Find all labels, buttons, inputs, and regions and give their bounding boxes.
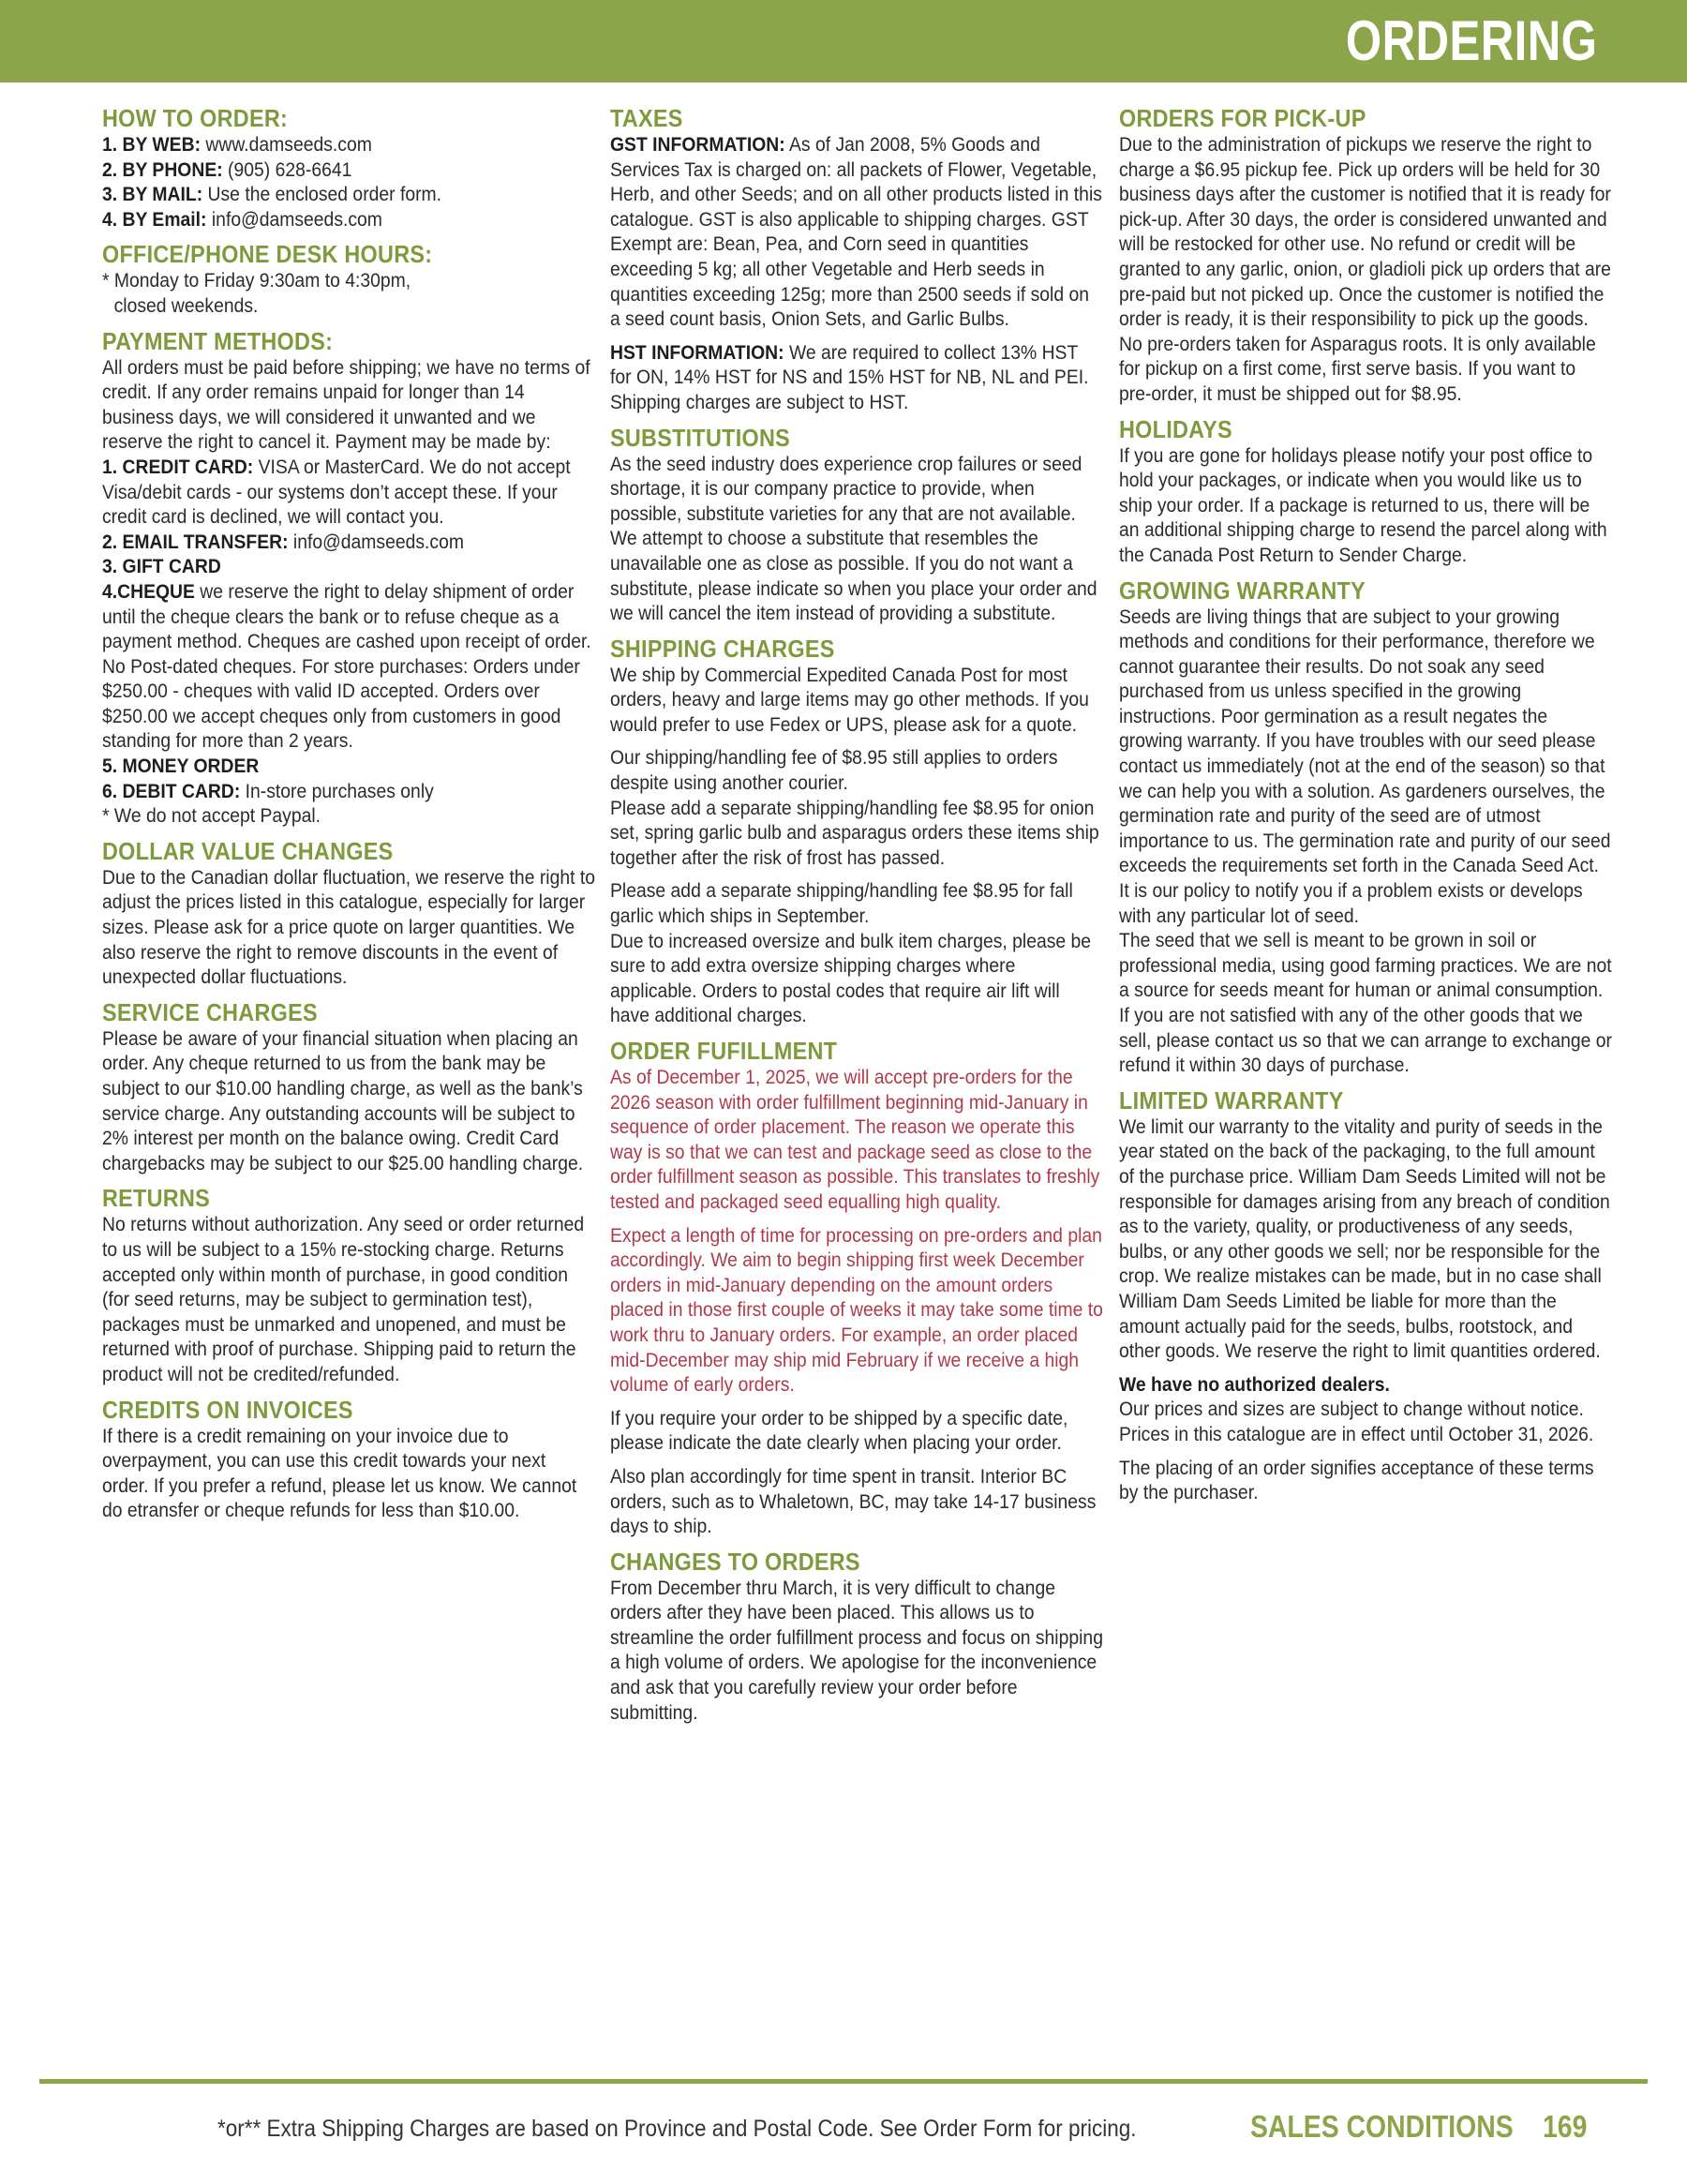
payment-credit-card: 1. CREDIT CARD: VISA or MasterCard. We do not accept Visa/debit cards - our systems don’t accept these. If your credit card is declined, we will contact you. xyxy=(102,455,571,529)
holidays-text: If you are gone for holidays please notify your post office to hold your packages, or indicate when you would like us to ship your order. If a package is returned to us, there will be an additional shipping charge to resend the parcel along with the Canada Post Return to Sender Charge. xyxy=(1119,443,1607,566)
page-title: ORDERING xyxy=(1345,9,1597,72)
service-charges-heading: SERVICE CHARGES xyxy=(102,997,318,1026)
returns-heading: RETURNS xyxy=(102,1184,211,1213)
changes-to-orders-heading: CHANGES TO ORDERS xyxy=(610,1547,860,1576)
payment-cheque: 4.CHEQUE we reserve the right to delay shipment of order until the cheque clears the bank or to refuse cheque as a payment method. Cheques are cashed upon receipt of order. No Post-dated cheques. For store purchases: Orders under $250.00 - cheques with valid ID accepted. Orders over $250.00 we accept cheques only from customers in good standing for more than 2 years. xyxy=(102,579,591,753)
fulfillment-specific-date: If you require your order to be shipped by a specific date, please indicate the date clearly when placing your order. xyxy=(610,1406,1068,1455)
fulfillment-notice-2: Expect a length of time for processing on pre-orders and plan accordingly. We aim to begin shipping first week December orders in mid-January depending on the amount orders placed in those first couple of weeks it may take some time to work thru to January orders. For example, an order placed mid-December may ship mid February if we receive a high volume of early orders. xyxy=(610,1223,1103,1397)
holidays-heading: HOLIDAYS xyxy=(1119,414,1232,443)
order-fulfillment-heading: ORDER FUFILLMENT xyxy=(610,1037,838,1065)
office-hours-closed: closed weekends. xyxy=(113,293,259,317)
pickup-text: Due to the administration of pickups we reserve the right to charge a $6.95 pickup fee. Pick up orders will be held for 30 business days after the customer is notified that it is ready for pick-up. After 30 days, the order is considered unwanted and will be restocked for other use. No refund or credit will be granted to any garlic, onion, or gladioli pick up orders that are pre-paid but not picked up. Once the customer is notified the order is ready, it is their responsibility to pick up the goods. No pre-orders taken for Asparagus roots. It is only available for pickup on a first come, first serve basis. If you want to pre-order, it must be shipped out for $8.95. xyxy=(1119,133,1611,405)
order-by-phone: 2. BY PHONE: (905) 628-6641 xyxy=(102,157,352,181)
shipping-paragraph-1: We ship by Commercial Expedited Canada Post for most orders, heavy and large items may go other methods. If you would prefer to use Fedex or UPS, please ask for a quote. xyxy=(610,663,1089,736)
payment-money-order: 5. MONEY ORDER xyxy=(102,755,260,778)
changes-to-orders-text: From December thru March, it is very difficult to change orders after they have been placed. This allows us to streamline the order fulfillment process and focus on shipping a high volume of orders. We apologise for the inconvenience and ask that you carefully review your order before submitting. xyxy=(610,1576,1103,1724)
payment-debit-card: 6. DEBIT CARD: In-store purchases only xyxy=(102,779,434,802)
dollar-value-heading: DOLLAR VALUE CHANGES xyxy=(102,836,394,865)
shipping-paragraph-5: Due to increased oversize and bulk item charges, please be sure to add extra oversize shipping charges where applicable. Orders to postal codes that require air lift will have additional charges. xyxy=(610,929,1092,1027)
column-1 xyxy=(102,105,596,1523)
taxes-heading: TAXES xyxy=(610,104,683,132)
no-dealers-notice: We have no authorized dealers. xyxy=(1119,1372,1390,1396)
shipping-paragraph-4: Please add a separate shipping/handling fee $8.95 for fall garlic which ships in September. xyxy=(610,879,1073,928)
shipping-paragraph-2: Our shipping/handling fee of $8.95 still applies to orders despite using another courier. xyxy=(610,746,1058,795)
office-hours-heading: OFFICE/PHONE DESK HOURS: xyxy=(102,240,433,269)
shipping-paragraph-3: Please add a separate shipping/handling fee $8.95 for onion set, spring garlic bulb and asparagus orders these items ship together after the risk of frost has passed. xyxy=(610,796,1099,869)
column-3 xyxy=(1119,105,1613,1505)
order-by-web: 1. BY WEB: www.damseeds.com xyxy=(102,133,372,156)
how-to-order-heading: HOW TO ORDER: xyxy=(102,104,289,132)
dollar-value-text: Due to the Canadian dollar fluctuation, we reserve the right to adjust the prices listed in this catalogue, especially for larger sizes. Please ask for a price quote on larger quantities. We also reserve the right to remove discounts in the event of unexpected dollar fluctuations. xyxy=(102,865,595,989)
payment-email-transfer: 2. EMAIL TRANSFER: info@damseeds.com xyxy=(102,530,464,553)
payment-gift-card: 3. GIFT CARD xyxy=(102,555,221,578)
acceptance-notice: The placing of an order signifies acceptance of these terms by the purchaser. xyxy=(1119,1456,1594,1504)
growing-warranty-paragraph-2: The seed that we sell is meant to be grown in soil or professional media, using good farming practices. We are not a source for seeds meant for human or animal consumption. If you are not satisfied with any of the other goods that we sell, please contact us so that we can arrange to exchange or refund it within 30 days of purchase. xyxy=(1119,929,1612,1077)
footer-divider xyxy=(39,2079,1648,2084)
shipping-footnote: *or** Extra Shipping Charges are based on Province and Postal Code. See Order Form for pricing. xyxy=(217,2116,1137,2142)
shipping-charges-heading: SHIPPING CHARGES xyxy=(610,634,835,663)
pickup-heading: ORDERS FOR PICK-UP xyxy=(1119,104,1366,132)
fulfillment-notice-1: As of December 1, 2025, we will accept pre-orders for the 2026 season with order fulfillment beginning mid-January in sequence of order placement. The reason we operate this way is so that we can test and package seed as close to the order fulfillment season as possible. This translates to freshly tested and packaged seed equalling high quality. xyxy=(610,1066,1100,1213)
hst-information: HST INFORMATION: We are required to collect 13% HST for ON, 14% HST for NS and 15% HST for NB, NL and PEI. Shipping charges are subject to HST. xyxy=(610,340,1089,413)
order-by-mail: 3. BY MAIL: Use the enclosed order form. xyxy=(102,183,442,206)
office-hours-line: * Monday to Friday 9:30am to 4:30pm, xyxy=(102,269,411,292)
growing-warranty-paragraph-1: Seeds are living things that are subject to your growing methods and conditions for their performance, therefore we cannot guarantee their results. Do not soak any seed purchased from us unless specified in the growing instructions. Poor germination as a result negates the growing warranty. If you have troubles with our seed please contact us immediately (not at the end of the season) so that we can help you with a solution. As gardeners ourselves, the germination rate and purity of the seed are of utmost importance to us. The germination rate and purity of our seed exceeds the requirements set forth in the Canada Seed Act. It is our policy to notify you if a problem exists or develops with any particular lot of seed. xyxy=(1119,605,1611,927)
service-charges-text: Please be aware of your financial situation when placing an order. Any cheque returned to us from the bank may be subject to our $10.00 handling charge, as well as the bank’s service charge. Any outstanding accounts will be subject to 2% interest per month on the balance owing. Credit Card chargebacks may be subject to our $25.00 handling charge. xyxy=(102,1026,584,1174)
growing-warranty-heading: GROWING WARRANTY xyxy=(1119,576,1366,605)
limited-warranty-text: We limit our warranty to the vitality and purity of seeds in the year stated on the back of the packaging, to the full amount of the purchase price. William Dam Seeds Limited will not be responsible for damages arising from any breach of condition as to the variety, quality, or productiveness of any seeds, bulbs, or any other goods we sell; nor be responsible for the crop. We realize mistakes can be made, but in no case shall William Dam Seeds Limited be liable for more than the amount actually paid for the seeds, bulbs, rootstock, and other goods. We reserve the right to limit quantities ordered. xyxy=(1119,1114,1610,1363)
credits-heading: CREDITS ON INVOICES xyxy=(102,1395,353,1424)
header-banner xyxy=(0,0,1687,82)
fulfillment-transit: Also plan accordingly for time spent in transit. Interior BC orders, such as to Whaletown, BC, may take 14-17 business days to ship. xyxy=(610,1464,1097,1538)
order-by-email: 4. BY Email: info@damseeds.com xyxy=(102,207,382,231)
returns-text: No returns without authorization. Any seed or order returned to us will be subject to a 15% re-stocking charge. Returns accepted only within month of purchase, in good condition (for seed returns, may be subject to germination test), packages must be unmarked and unopened, and must be returned with proof of purchase. Shipping paid to return the product will not be credited/refunded. xyxy=(102,1213,585,1385)
section-name: SALES CONDITIONS xyxy=(1250,2109,1514,2144)
column-2 xyxy=(610,105,1104,1725)
payment-intro: All orders must be paid before shipping; we have no terms of credit. If any order remains unpaid for longer than 14 business days, we will considered it unwanted and we reserve the right to cancel it. Payment may be made by: xyxy=(102,355,590,454)
payment-methods-heading: PAYMENT METHODS: xyxy=(102,326,334,355)
payment-paypal-note: * We do not accept Paypal. xyxy=(102,804,321,828)
limited-warranty-heading: LIMITED WARRANTY xyxy=(1119,1085,1344,1114)
substitutions-heading: SUBSTITUTIONS xyxy=(610,423,791,452)
prices-notice: Our prices and sizes are subject to change without notice. Prices in this catalogue are in effect until October 31, 2026. xyxy=(1119,1398,1594,1445)
page-number: 169 xyxy=(1543,2109,1588,2144)
credits-text: If there is a credit remaining on your invoice due to overpayment, you can use this credit towards your next order. If you prefer a refund, please let us know. We cannot do etransfer or cheque refunds for less than $10.00. xyxy=(102,1424,577,1522)
gst-information: GST INFORMATION: As of Jan 2008, 5% Goods and Services Tax is charged on: all packets of Flower, Vegetable, Herb, and other Seeds; and on all other products listed in this catalogue. GST is also applicable to shipping charges. GST Exempt are: Bean, Pea, and Corn seed in quantities exceeding 5 kg; all other Vegetable and Herb seeds in quantities exceeding 125g; more than 2500 seeds if sold on a seed count basis, Onion Sets, and Garlic Bulbs. xyxy=(610,133,1102,331)
substitutions-text: As the seed industry does experience crop failures or seed shortage, it is our company practice to provide, when possible, substitute varieties for any that are not available. We attempt to choose a substitute that resembles the unavailable one as close as possible. If you do not want a substitute, please indicate so when you place your order and we will cancel the item instead of providing a substitute. xyxy=(610,452,1097,625)
